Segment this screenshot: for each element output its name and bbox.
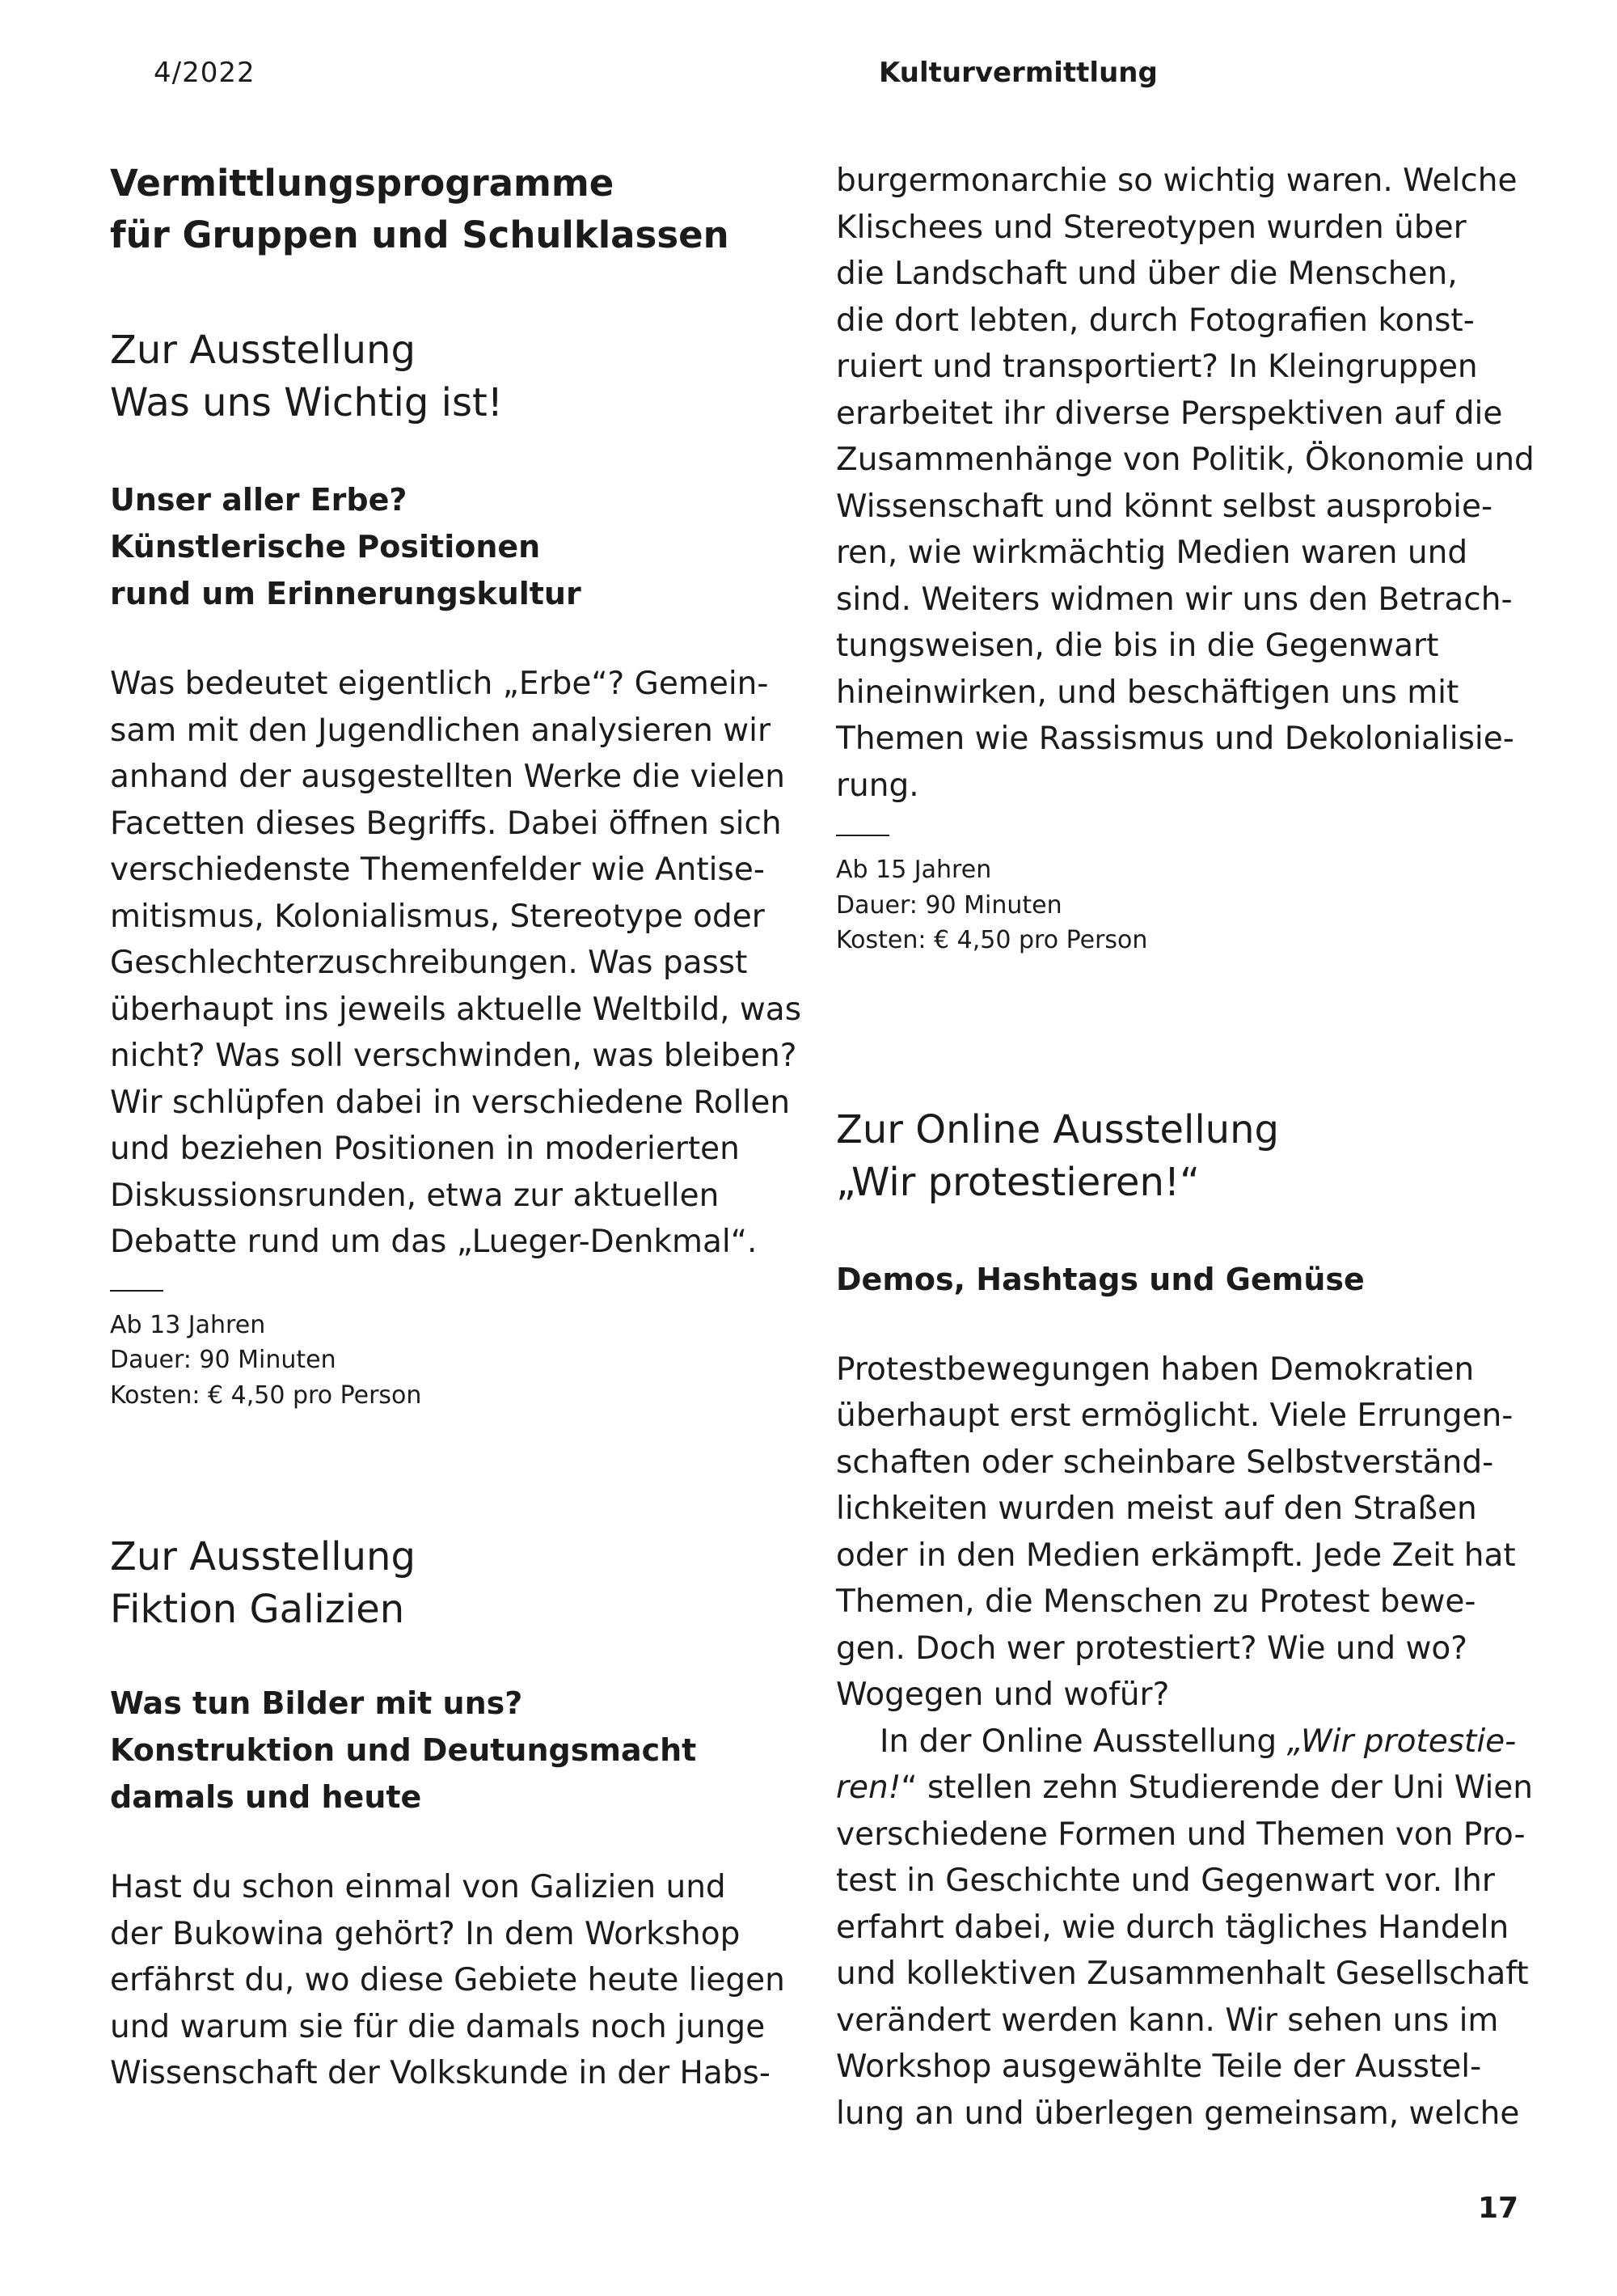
program-title-demos-hashtags: Demos, Hashtags und Gemüse [836,1261,1365,1297]
exhibition-heading-fiktion-galizien: Zur Ausstellung Fiktion Galizien [110,1534,416,1632]
program-description-protest: Protestbewegungen haben Demokratien überhaupt erst ermöglicht. Viele Errungen- schaften oder scheinbare Selbstverständ- lichkeiten wurden meist auf den Straßen oder in den Medien erkämpft. Jede Zeit hat Themen, die Menschen zu Protest bewe- gen. Doch wer protestiert? Wie und wo? Wogegen und wofür? [836,1351,1516,1713]
program-description-galizien-continued: burgermonarchie so wichtig waren. Welche Klischees und Stereotypen wurden über die Landschaft und über die Menschen, die dort lebten, durch Fotografien konst- ruiert und transportiert? In Kleingruppen erarbeitet ihr diverse Perspektiven auf die Zusammenhänge von Politik, Ökonomie und Wissenschaft und könnt selbst ausprobie- ren, wie wirkmächtig Medien waren und sind. Weiters widmen wir uns den Betrach- tungsweisen, die bis in die Gegenwart hineinwirken, und beschäftigen uns mit Themen wie Rassismus und Dekolonialisie- rung. [836,163,1535,804]
program-details-galizien [836,852,1531,958]
duration-info: Dauer: 90 Minuten [110,1346,336,1374]
exhibition-title-emphasis: ren! [836,1770,901,1806]
program-description-protest-online: In der Online Ausstellung „Wir protestie- ren!“ stellen zehn Studierende der Uni Wien verschiedene Formen und Themen von Pro- test in Geschichte und Gegenwart vor. Ihr erfahrt dabei, wie durch tägliches Handeln und kollektiven Zusammenhalt Gesellschaft verändert werden kann. Wir sehen uns im Workshop ausgewählte Teile der Ausstel- lung an und überlegen gemeinsam, welche [836,1723,1533,2132]
page-title: Vermittlungsprogramme für Gruppen und Schulklassen [110,162,729,256]
program-description-galizien: Hast du schon einmal von Galizien und der Bukowina gehört? In dem Workshop erfährst du, wo diese Gebiete heute liegen und warum sie für die damals noch junge Wissenschaft der Volkskunde in der Habs- [110,1869,785,2091]
age-info: Ab 13 Jahren [110,1310,266,1339]
page-number: 17 [1478,2192,1519,2225]
left-column [110,158,802,2097]
cost-info: Kosten: € 4,50 pro Person [110,1381,422,1410]
exhibition-title-emphasis: „Wir protestie- [1286,1723,1517,1760]
exhibition-heading-was-uns-wichtig-ist: Zur Ausstellung Was uns Wichtig ist! [110,328,504,425]
section-title: Kulturvermittlung [879,57,1158,89]
program-title-unser-aller-erbe: Unser aller Erbe? Künstlerische Positionen rund um Erinnerungskultur [110,482,581,611]
program-details-erbe [110,1308,781,1414]
cost-info: Kosten: € 4,50 pro Person [836,926,1148,954]
right-column [836,158,1535,2137]
program-description-erbe: Was bedeutet eigentlich „Erbe“? Gemein- sam mit den Jugendlichen analysieren wir anhand der ausgestellten Werke die vielen Facetten dieses Begriffs. Dabei öffnen sich verschiedenste Themenfelder wie Antise- mitismus, Kolonialismus, Stereotype oder Geschlechterzuschreibungen. Was passt überhaupt ins jeweils aktuelle Weltbild, was nicht? Was soll verschwinden, was bleiben? Wir schlüpfen dabei in verschiedene Rollen und beziehen Positionen in moderierten Diskussionsrunden, etwa zur aktuellen Debatte rund um das „Lueger-Denkmal“. [110,666,802,1260]
duration-info: Dauer: 90 Minuten [836,890,1062,920]
program-title-was-tun-bilder: Was tun Bilder mit uns? Konstruktion und Deutungsmacht damals und heute [110,1685,697,1815]
age-info: Ab 15 Jahren [836,856,992,884]
exhibition-heading-wir-protestieren: Zur Online Ausstellung „Wir protestieren!“ [836,1106,1279,1205]
issue-number: 4/2022 [154,57,255,89]
